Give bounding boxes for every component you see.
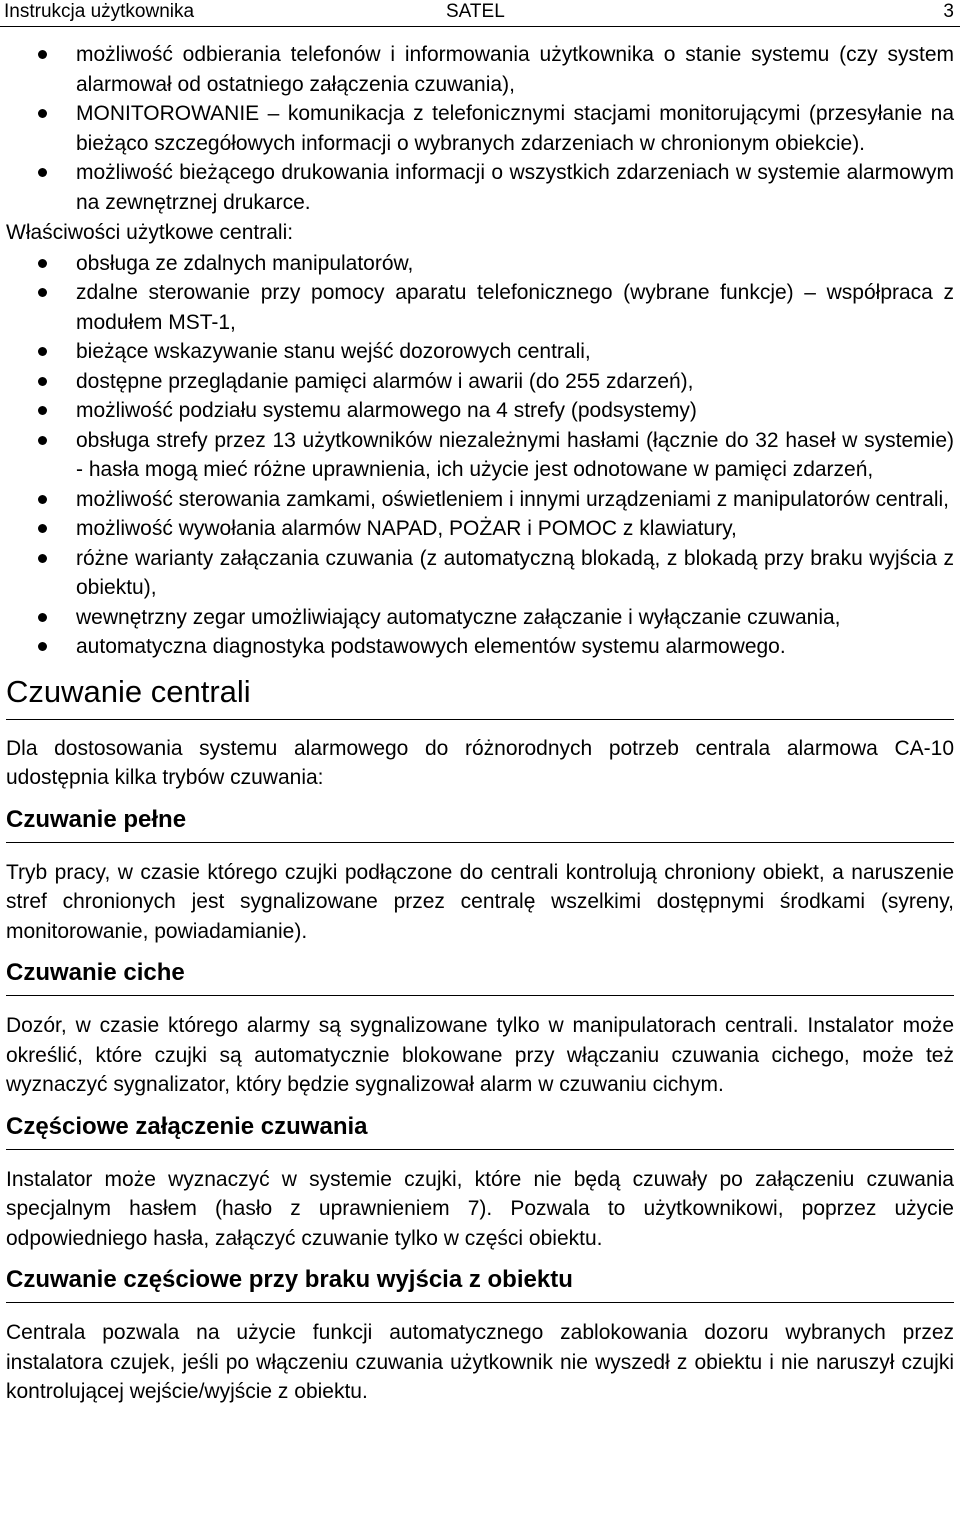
list-item: możliwość sterowania zamkami, oświetleniem i innymi urządzeniami z manipulatorów centrali, xyxy=(6,485,954,515)
bullet-icon xyxy=(38,168,47,177)
bullet-icon xyxy=(38,436,47,445)
list-item: wewnętrzny zegar umożliwiający automatyczne załączanie i wyłączanie czuwania, xyxy=(6,603,954,633)
bullet-icon xyxy=(38,406,47,415)
features-intro: Właściwości użytkowe centrali: xyxy=(6,221,294,244)
list-item: obsługa ze zdalnych manipulatorów, xyxy=(6,249,954,279)
subsection-title-partial-no-exit: Czuwanie częściowe przy braku wyjścia z obiektu xyxy=(6,1266,954,1303)
list-item: możliwość bieżącego drukowania informacji o wszystkich zdarzeniach w systemie alarmowym na zewnętrznej drukarce. xyxy=(6,158,954,217)
header-page-number: 3 xyxy=(943,1,954,22)
bullet-icon xyxy=(38,377,47,386)
bullet-icon xyxy=(38,347,47,356)
list-item: MONITOROWANIE – komunikacja z telefonicznymi stacjami monitorującymi (przesyłanie na bieżąco szczegółowych informacji o wybranych zdarzeniach w chronionym obiekcie). xyxy=(6,99,954,158)
bullet-icon xyxy=(38,495,47,504)
subsection-title-silent-arming: Czuwanie ciche xyxy=(6,959,954,996)
header-brand: SATEL xyxy=(446,1,505,22)
subsection-text-partial-arming: Instalator może wyznaczyć w systemie czujki, które nie będą czuwały po załączeniu czuwania specjalnym hasłem (hasło z uprawnieniem 7). Pozwala to użytkownikowi, poprzez użycie odpowiedniego hasła, załączyć czuwanie tylko w części obiektu. xyxy=(6,1167,954,1250)
list-item: różne warianty załączania czuwania (z automatyczną blokadą, z blokadą przy braku wyjścia z obiektu), xyxy=(6,544,954,603)
bullet-icon xyxy=(38,613,47,622)
subsection-title-partial-arming: Częściowe załączenie czuwania xyxy=(6,1113,954,1150)
section-title: Czuwanie centrali xyxy=(6,674,954,720)
page-header xyxy=(0,0,960,27)
page-content xyxy=(6,40,954,1407)
subsection-text-silent-arming: Dozór, w czasie którego alarmy są sygnalizowane tylko w manipulatorach centrali. Instalator może określić, które czujki są automatycznie blokowane przy włączaniu czuwania cichego, może też wyznaczyć sygnalizator, który będzie sygnalizował alarm w czuwaniu cichym. xyxy=(6,1014,954,1096)
list-item: możliwość podziału systemu alarmowego na 4 strefy (podsystemy) xyxy=(6,396,954,426)
bullet-icon xyxy=(38,554,47,563)
subsection-text-full-arming: Tryb pracy, w czasie którego czujki podłączone do centrali kontrolują chroniony obiekt, a naruszenie stref chronionych jest sygnalizowane przez centralę wszelkimi dostępnymi środkami (syreny, monitorowanie, powiadamianie). xyxy=(6,860,954,943)
list-item: bieżące wskazywanie stanu wejść dozorowych centrali, xyxy=(6,337,954,367)
list-item: zdalne sterowanie przy pomocy aparatu telefonicznego (wybrane funkcje) – współpraca z modułem MST-1, xyxy=(6,278,954,337)
bullet-icon xyxy=(38,642,47,651)
subsection-text-partial-no-exit: Centrala pozwala na użycie funkcji automatycznego zablokowania dozoru wybranych przez instalatora czujek, jeśli po włączeniu czuwania użytkownik nie wyszedł z obiektu i nie naruszył czujki kontrolującej wejście/wyjście z obiektu. xyxy=(6,1321,954,1403)
bullet-icon xyxy=(38,259,47,268)
bullet-icon xyxy=(38,288,47,297)
list-item: dostępne przeglądanie pamięci alarmów i awarii (do 255 zdarzeń), xyxy=(6,367,954,397)
bullet-icon xyxy=(38,109,47,118)
header-manual-title: Instrukcja użytkownika xyxy=(4,1,195,22)
subsection-title-full-arming: Czuwanie pełne xyxy=(6,806,954,843)
bullet-icon xyxy=(38,524,47,533)
list-item: obsługa strefy przez 13 użytkowników niezależnymi hasłami (łącznie do 32 haseł w systemie) - hasła mogą mieć różne uprawnienia, ich użycie jest odnotowane w pamięci zdarzeń, xyxy=(6,426,954,485)
function-list xyxy=(6,40,954,217)
list-item: automatyczna diagnostyka podstawowych elementów systemu alarmowego. xyxy=(6,632,954,662)
list-item: możliwość wywołania alarmów NAPAD, POŻAR i POMOC z klawiatury, xyxy=(6,514,954,544)
bullet-icon xyxy=(38,50,47,59)
section-intro: Dla dostosowania systemu alarmowego do różnorodnych potrzeb centrala alarmowa CA-10 udostępnia kilka trybów czuwania: xyxy=(6,736,954,789)
features-list xyxy=(6,249,954,662)
list-item: możliwość odbierania telefonów i informowania użytkownika o stanie systemu (czy system alarmował od ostatniego załączenia czuwania), xyxy=(6,40,954,99)
